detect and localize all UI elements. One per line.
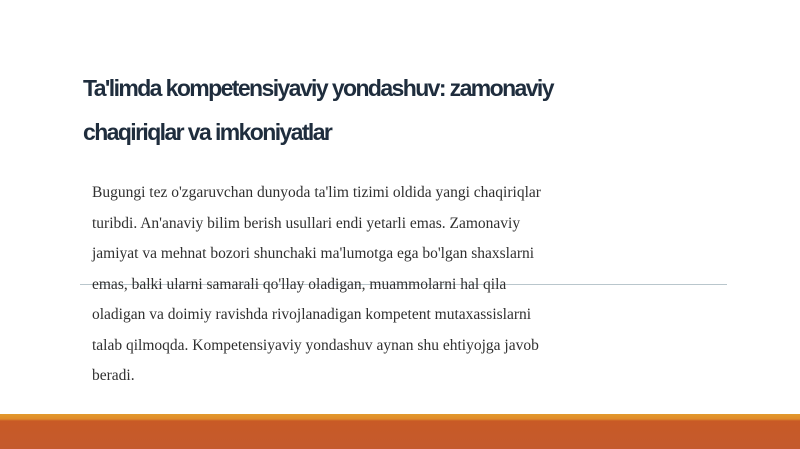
slide-title-line-2: chaqiriqlar va imkoniyatlar — [83, 119, 332, 145]
footer-accent-band — [0, 414, 800, 449]
slide-title — [83, 66, 703, 154]
body-line-1: Bugungi tez o'zgaruvchan dunyoda ta'lim tizimi oldida yangi chaqiriqlar — [92, 184, 541, 201]
body-line-3: jamiyat va mehnat bozori shunchaki ma'lumotga ega bo'lgan shaxslarni — [92, 245, 535, 262]
slide-body-paragraph — [92, 178, 612, 392]
body-line-6: talab qilmoqda. Kompetensiyaviy yondashuv aynan shu ehtiyojga javob — [92, 336, 539, 354]
slide-title-line-1: Ta'limda kompetensiyaviy yondashuv: zamonaviy — [83, 75, 553, 101]
body-line-2: turibdi. An'anaviy bilim berish usullari endi yetarli emas. Zamonaviy — [92, 214, 521, 232]
body-line-7: beradi. — [92, 367, 135, 384]
body-line-4: emas, balki ularni samarali qo'llay oladigan, muammolarni hal qila — [92, 275, 507, 293]
body-line-5: oladigan va doimiy ravishda rivojlanadigan kompetent mutaxassislarni — [92, 306, 532, 323]
